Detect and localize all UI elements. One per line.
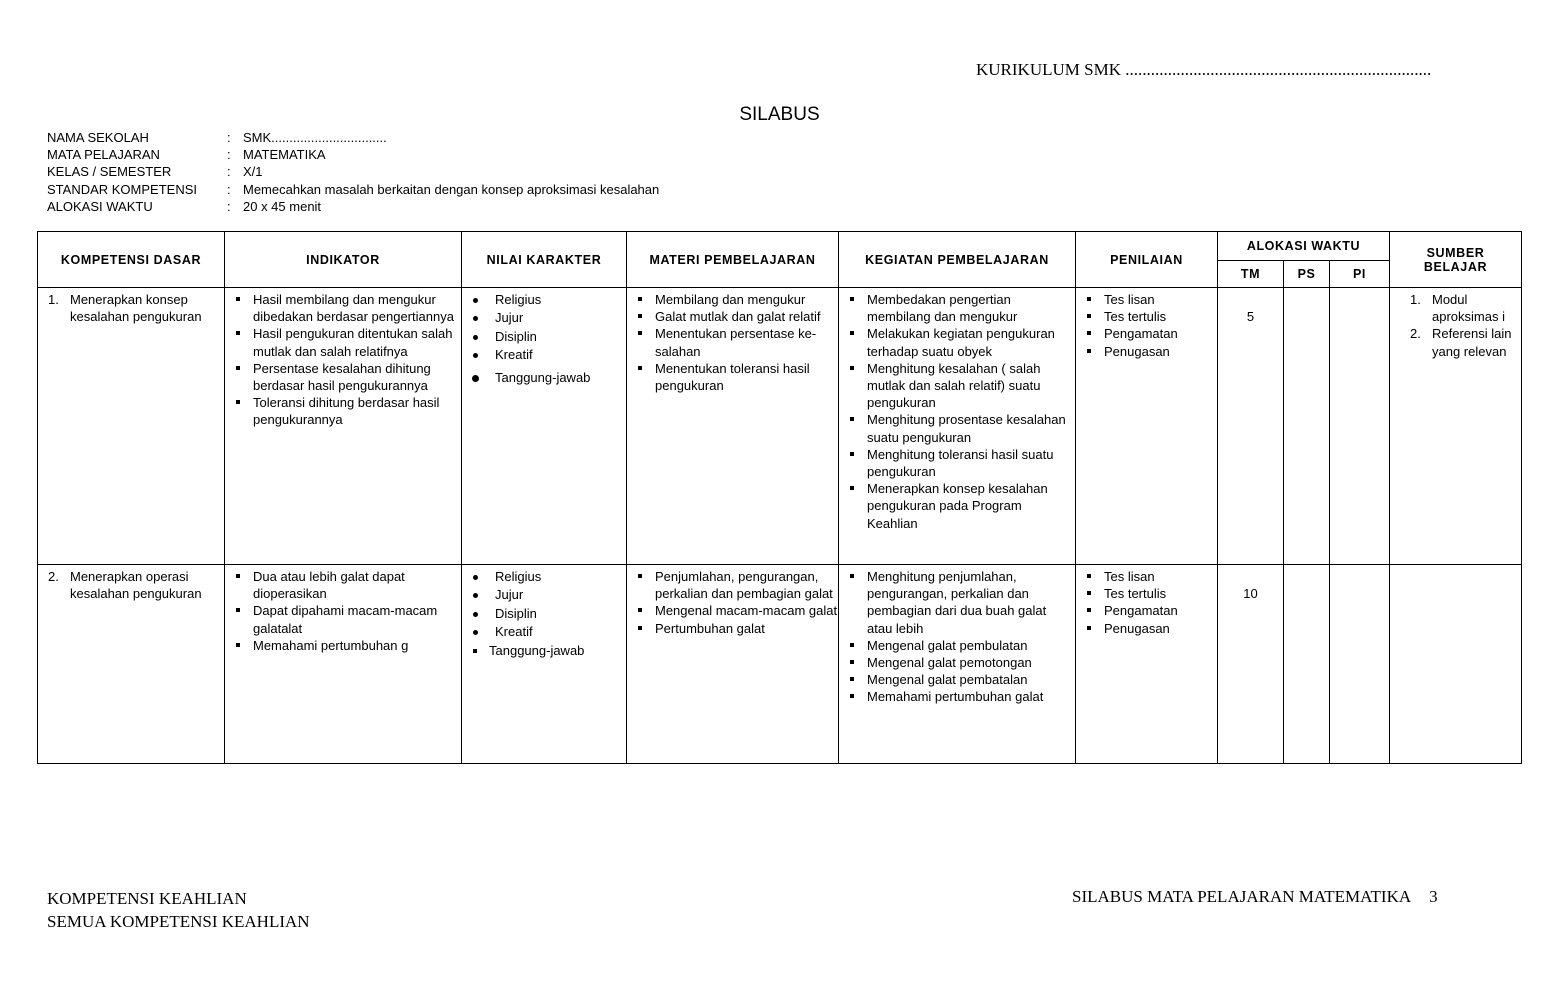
header-materi: MATERI PEMBELAJARAN (627, 232, 839, 288)
list-item: Tes tertulis (1104, 585, 1217, 602)
list-item: Mengenal galat pemotongan (867, 654, 1075, 671)
cell-tm: 10 (1218, 565, 1284, 764)
list-item: Menentukan toleransi hasil pengukuran (655, 360, 838, 394)
info-row-standard (47, 181, 659, 198)
list-item (1410, 325, 1513, 359)
list-item: Tes lisan (1104, 568, 1217, 585)
item-text: Modul aproksimas i (1432, 292, 1505, 325)
list-item: Penugasan (1104, 343, 1217, 360)
list-item: Mengenal galat pembatalan (867, 671, 1075, 688)
list-item: Hasil pengukuran ditentukan salah mutlak dan salah relatifnya (253, 325, 461, 359)
list-item: Menentukan persentase ke-salahan (655, 325, 838, 359)
info-value: X/1 (243, 164, 263, 180)
list-item: Tanggung-jawab (495, 369, 626, 387)
list-item: Pengamatan (1104, 325, 1217, 342)
header-kompetensi-dasar: KOMPETENSI DASAR (38, 232, 225, 288)
header-penilaian: PENILAIAN (1076, 232, 1218, 288)
footer-subject-title: SILABUS MATA PELAJARAN MATEMATIKA (1072, 887, 1412, 906)
syllabus-table (37, 231, 1522, 764)
list-item: Dapat dipahami macam-macam galatalat (253, 602, 461, 636)
list-item: Tanggung-jawab (489, 642, 626, 660)
list-item: Tes tertulis (1104, 308, 1217, 325)
footer-right (1072, 887, 1438, 907)
list-item: Penugasan (1104, 620, 1217, 637)
list-item: Mengenal galat pembulatan (867, 637, 1075, 654)
cell-ps (1284, 565, 1330, 764)
list-item: Disiplin (495, 328, 626, 346)
list-item: Jujur (495, 586, 626, 604)
item-number: 1. (48, 292, 59, 307)
info-key: NAMA SEKOLAH (47, 130, 149, 145)
list-item (48, 568, 224, 602)
info-value: MATEMATIKA (243, 147, 326, 163)
syllabus-info (47, 129, 659, 215)
list-item: Menghitung toleransi hasil suatu pengukuran (867, 446, 1075, 480)
list-item: Membedakan pengertian membilang dan mengukur (867, 291, 1075, 325)
table-row (38, 288, 1522, 565)
cell-indikator (225, 288, 462, 565)
header-ps: PS (1284, 261, 1330, 288)
list-item: Mengenal macam-macam galat (655, 603, 838, 619)
header-indikator: INDIKATOR (225, 232, 462, 288)
list-item: Religius (495, 291, 626, 309)
cell-sumber-belajar (1390, 288, 1522, 565)
cell-kegiatan (839, 565, 1076, 764)
page-number: 3 (1429, 887, 1438, 906)
list-item (1410, 291, 1513, 325)
list-item: Toleransi dihitung berdasar hasil pengukurannya (253, 394, 461, 428)
info-colon: : (227, 130, 231, 145)
list-item: Menghitung penjumlahan, pengurangan, perkalian dan pembagian dari dua buah galat atau lebih (867, 568, 1075, 637)
list-item: Membilang dan mengukur (655, 291, 838, 308)
info-key: KELAS / SEMESTER (47, 164, 172, 180)
info-key: STANDAR KOMPETENSI (47, 181, 198, 197)
list-item: Hasil membilang dan mengukur dibedakan berdasar pengertiannya (253, 291, 461, 325)
curriculum-header (976, 60, 1431, 80)
header-sumber-belajar: SUMBER BELAJAR (1390, 232, 1522, 288)
info-row-subject (47, 146, 659, 163)
cell-materi (627, 565, 839, 764)
list-item: Menghitung kesalahan ( salah mutlak dan salah relatif) suatu pengukuran (867, 360, 1075, 412)
list-item: Kreatif (495, 346, 626, 364)
cell-tm: 5 (1218, 288, 1284, 565)
item-number: 2. (1410, 326, 1421, 342)
list-item: Memahami pertumbuhan g (253, 637, 461, 654)
list-item: Pertumbuhan galat (655, 620, 838, 637)
list-item: Kreatif (495, 623, 626, 641)
info-row-time (47, 198, 659, 215)
list-item: Menerapkan konsep kesalahan pengukuran pada Program Keahlian (867, 480, 1075, 532)
curriculum-label: KURIKULUM SMK (976, 60, 1121, 79)
cell-materi (627, 288, 839, 565)
list-item: Penjumlahan, pengurangan, perkalian dan pembagian galat (655, 568, 838, 602)
cell-ps (1284, 288, 1330, 565)
item-number: 1. (1410, 292, 1421, 307)
header-tm: TM (1218, 261, 1284, 288)
list-item (48, 291, 224, 325)
cell-nilai-karakter (462, 288, 627, 565)
cell-pi (1330, 288, 1390, 565)
list-item: Disiplin (495, 605, 626, 623)
list-item: Galat mutlak dan galat relatif (655, 308, 838, 325)
curriculum-dots: ........................................................................ (1125, 60, 1432, 79)
cell-nilai-karakter (462, 565, 627, 764)
cell-pi (1330, 565, 1390, 764)
info-colon: : (227, 198, 231, 214)
list-item: Menghitung prosentase kesalahan suatu pengukuran (867, 411, 1075, 445)
info-colon: : (227, 147, 231, 163)
cell-sumber-belajar (1390, 565, 1522, 764)
cell-kegiatan (839, 288, 1076, 565)
cell-penilaian (1076, 565, 1218, 764)
footer-left (47, 887, 310, 933)
info-value: Memecahkan masalah berkaitan dengan konsep aproksimasi kesalahan (243, 181, 660, 197)
list-item: Persentase kesalahan dihitung berdasar hasil pengukurannya (253, 360, 461, 394)
header-kegiatan: KEGIATAN PEMBELAJARAN (839, 232, 1076, 288)
cell-penilaian (1076, 288, 1218, 565)
item-text: Referensi lain yang relevan (1432, 326, 1512, 359)
list-item: Memahami pertumbuhan galat (867, 688, 1075, 705)
info-value: SMK................................ (243, 130, 387, 145)
footer-competency: KOMPETENSI KEAHLIAN (47, 889, 247, 908)
list-item: Jujur (495, 309, 626, 327)
list-item: Melakukan kegiatan pengukuran terhadap suatu obyek (867, 325, 1075, 359)
header-pi: PI (1330, 261, 1390, 288)
cell-indikator (225, 565, 462, 764)
cell-kompetensi-dasar (38, 288, 225, 565)
info-key: ALOKASI WAKTU (47, 198, 153, 214)
page-title: SILABUS (739, 104, 820, 125)
list-item: Pengamatan (1104, 602, 1217, 619)
item-number: 2. (48, 569, 59, 584)
info-row-class (47, 163, 659, 180)
list-item: Dua atau lebih galat dapat dioperasikan (253, 568, 461, 602)
item-text: Menerapkan konsep kesalahan pengukuran (70, 292, 202, 325)
header-alokasi-waktu: ALOKASI WAKTU (1218, 232, 1390, 261)
info-colon: : (227, 181, 231, 197)
info-value: 20 x 45 menit (243, 198, 322, 214)
info-row-school (47, 129, 659, 146)
cell-kompetensi-dasar (38, 565, 225, 764)
info-colon: : (227, 164, 231, 180)
table-row (38, 565, 1522, 764)
header-nilai-karakter: NILAI KARAKTER (462, 232, 627, 288)
list-item: Religius (495, 568, 626, 586)
item-text: Menerapkan operasi kesalahan pengukuran (70, 569, 202, 602)
list-item: Tes lisan (1104, 291, 1217, 308)
info-key: MATA PELAJARAN (47, 147, 160, 163)
footer-all-competencies: SEMUA KOMPETENSI KEAHLIAN (47, 912, 310, 931)
